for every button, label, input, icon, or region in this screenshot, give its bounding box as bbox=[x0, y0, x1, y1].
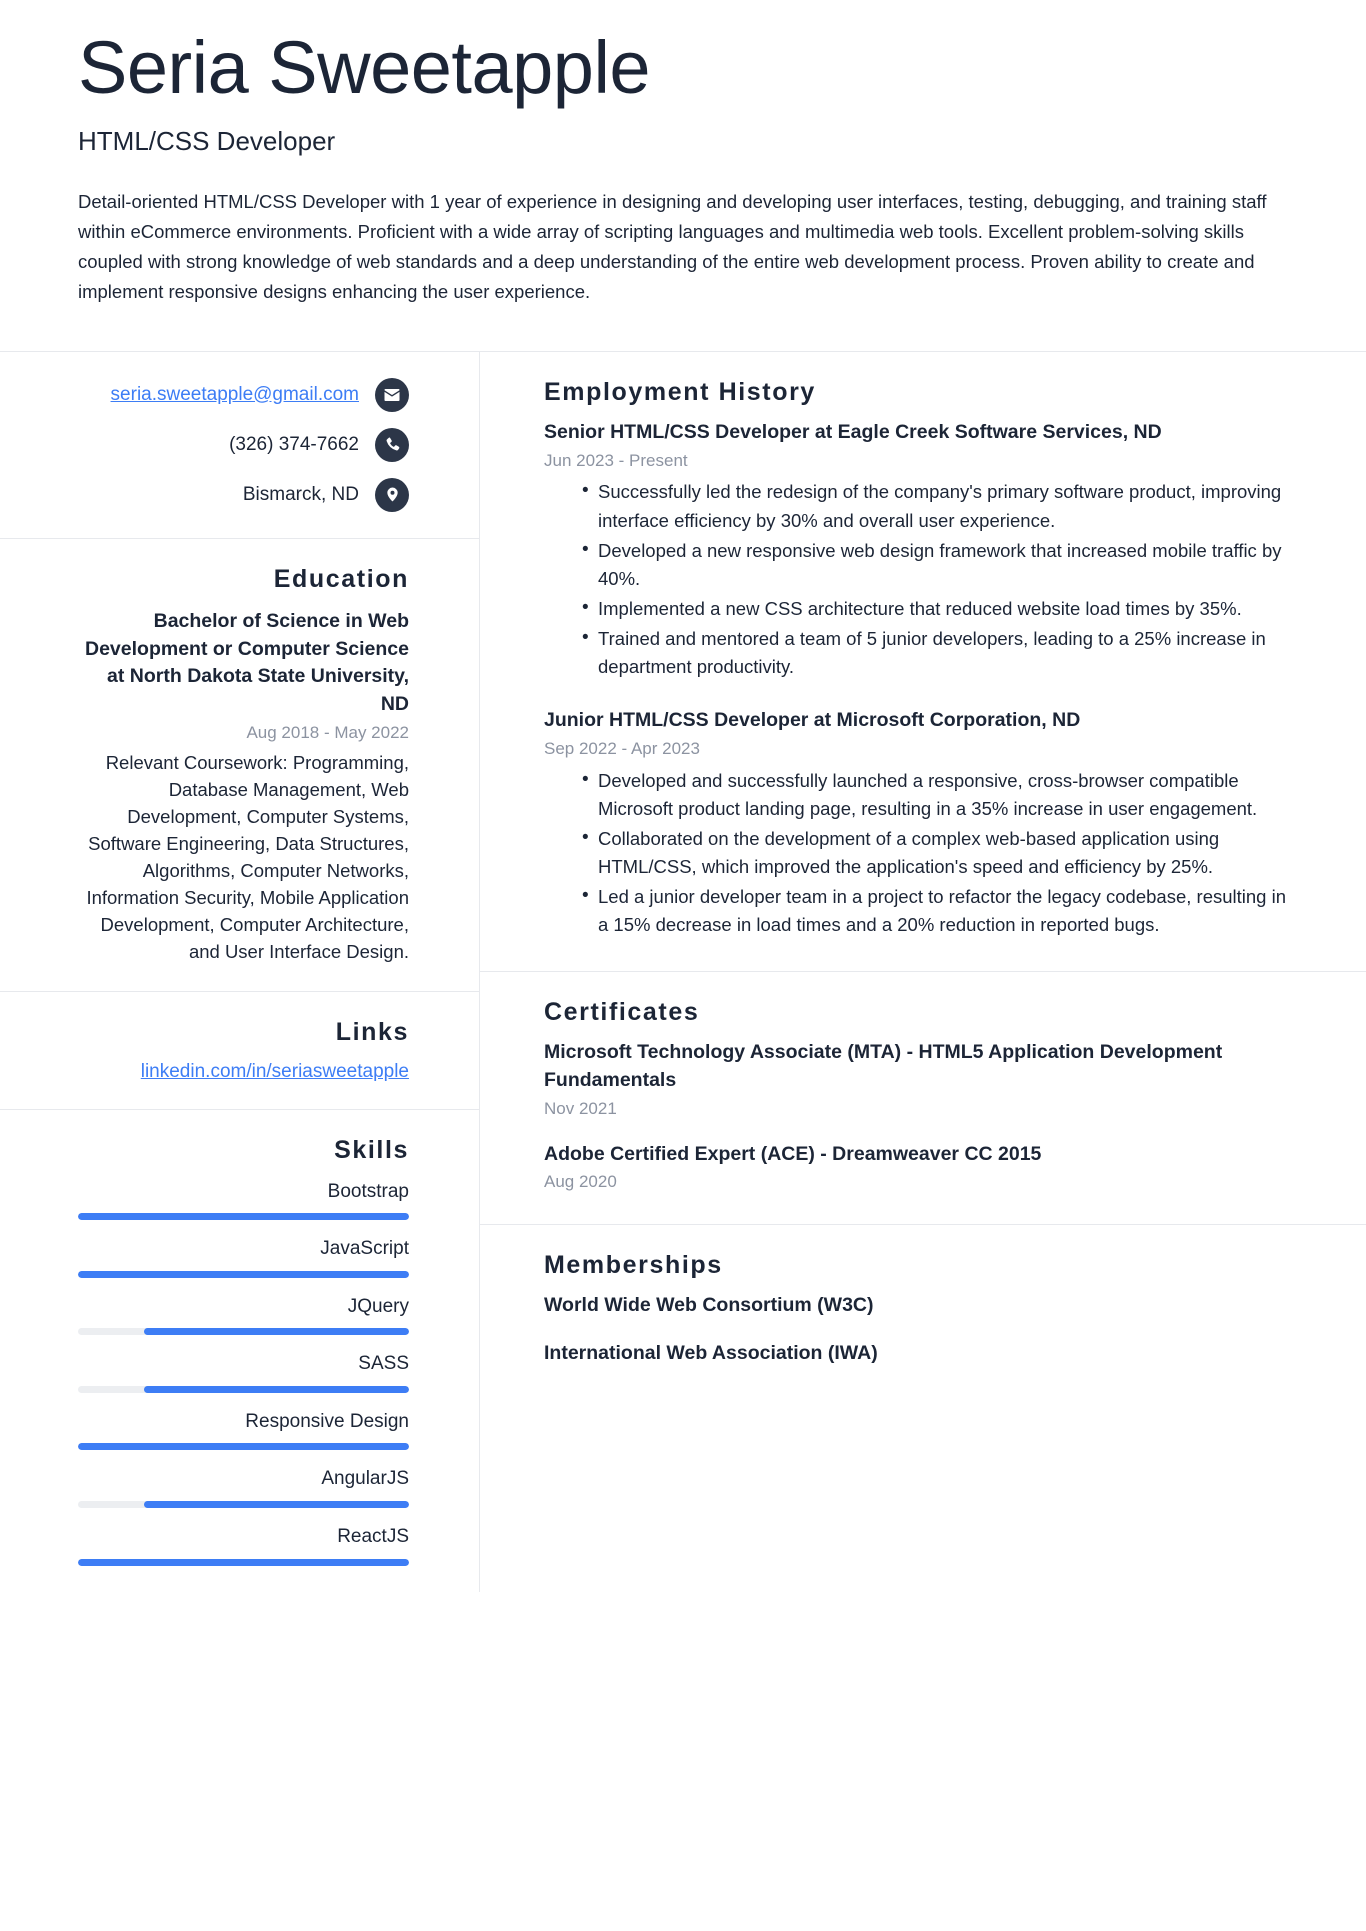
employment-date-range: Jun 2023 - Present bbox=[544, 450, 688, 470]
professional-summary: Detail-oriented HTML/CSS Developer with 1 year of experience in designing and developing user interfaces, testing, debugging, and training staff within eCommerce environments. Proficient with a wide array of scripting languages and multimedia web tools. Excellent problem-solving skills coupled with strong knowledge of web standards and a deep understanding of the entire web development process. Proven ability to create and implement responsive designs enhancing the user experience. bbox=[78, 191, 1267, 302]
skill-label: JavaScript bbox=[320, 1238, 409, 1260]
skill-label: Bootstrap bbox=[327, 1180, 409, 1202]
certificates-section bbox=[480, 972, 1366, 1225]
skill-level-fill bbox=[78, 1443, 409, 1450]
contact-row[interactable] bbox=[78, 378, 409, 412]
employment-bullet: • Collaborated on the development of a complex web-based application using HTML/CSS, which improved the application's speed and efficiency by 25%. bbox=[582, 825, 1294, 881]
skill-label: Responsive Design bbox=[245, 1410, 409, 1432]
resume-body bbox=[0, 351, 1366, 1592]
skill-item bbox=[78, 1351, 409, 1393]
certificate-title: Microsoft Technology Associate (MTA) - HTML5 Application Development Fundamentals bbox=[544, 1041, 1223, 1092]
education-date: Aug 2018 - May 2022 bbox=[246, 722, 409, 742]
skill-label: JQuery bbox=[347, 1295, 409, 1317]
certificate-title: Adobe Certified Expert (ACE) - Dreamweaver CC 2015 bbox=[544, 1142, 1042, 1165]
skill-level-bar bbox=[78, 1386, 409, 1393]
employment-history-title: Employment History bbox=[544, 377, 816, 406]
membership-entry bbox=[544, 1340, 1294, 1368]
skill-item bbox=[78, 1466, 409, 1508]
links-section bbox=[0, 992, 479, 1110]
links-section-title: Links bbox=[335, 1017, 409, 1046]
memberships-section bbox=[480, 1225, 1366, 1397]
job-title: HTML/CSS Developer bbox=[78, 125, 336, 156]
main-content bbox=[480, 352, 1366, 1592]
skill-label: ReactJS bbox=[337, 1526, 409, 1548]
skill-level-bar bbox=[78, 1328, 409, 1335]
skill-item bbox=[78, 1236, 409, 1278]
location-text: Bismarck, ND bbox=[242, 483, 359, 505]
employment-bullet: • Implemented a new CSS architecture that reduced website load times by 35%. bbox=[582, 595, 1294, 623]
education-description: Relevant Coursework: Programming, Database Management, Web Development, Computer Systems, Software Engineering, Data Structures, Algorithms, Computer Networks, Information Security, Mobile Application Development, Computer Architecture, and User Interface Design. bbox=[86, 751, 409, 962]
skill-level-fill bbox=[78, 1559, 409, 1566]
phone-number: (326) 374-7662 bbox=[229, 433, 359, 455]
employment-entry bbox=[544, 707, 1294, 939]
education-section-title: Education bbox=[273, 564, 409, 593]
employment-history-section bbox=[480, 352, 1366, 972]
employment-bullet-list bbox=[544, 767, 1294, 940]
certificate-date: Aug 2020 bbox=[544, 1172, 617, 1192]
employment-entry bbox=[544, 419, 1294, 681]
education-entry bbox=[78, 608, 409, 965]
resume-header bbox=[0, 0, 1366, 329]
page-title: Seria Sweetapple bbox=[78, 26, 651, 109]
contact-row bbox=[78, 478, 409, 512]
skill-level-fill bbox=[144, 1501, 409, 1508]
phone-icon bbox=[375, 428, 409, 462]
skill-level-bar bbox=[78, 1213, 409, 1220]
envelope-icon bbox=[375, 378, 409, 412]
certificate-date: Nov 2021 bbox=[544, 1098, 617, 1118]
employment-bullet: • Developed a new responsive web design framework that increased mobile traffic by 40%. bbox=[582, 537, 1294, 593]
email-link[interactable]: seria.sweetapple@gmail.com bbox=[110, 383, 359, 405]
location-pin-icon bbox=[375, 478, 409, 512]
membership-title: International Web Association (IWA) bbox=[544, 1341, 878, 1364]
skill-level-fill bbox=[78, 1271, 409, 1278]
skill-item bbox=[78, 1179, 409, 1221]
skill-item bbox=[78, 1524, 409, 1566]
employment-bullet: • Successfully led the redesign of the company's primary software product, improving interface efficiency by 30% and overall user experience. bbox=[582, 478, 1294, 534]
employment-bullet-list bbox=[544, 478, 1294, 681]
skill-label: AngularJS bbox=[321, 1468, 409, 1490]
skill-level-fill bbox=[144, 1386, 409, 1393]
certificates-title: Certificates bbox=[544, 998, 700, 1027]
skill-level-fill bbox=[144, 1328, 409, 1335]
employment-bullet: • Trained and mentored a team of 5 junior developers, leading to a 25% increase in department productivity. bbox=[582, 625, 1294, 681]
contact-details-section bbox=[0, 352, 479, 539]
education-degree: Bachelor of Science in Web Development or Computer Science at North Dakota State University, ND bbox=[85, 609, 409, 716]
education-section bbox=[0, 539, 479, 992]
certificate-entry bbox=[544, 1141, 1294, 1194]
contact-row bbox=[78, 428, 409, 462]
sidebar bbox=[0, 352, 480, 1592]
membership-title: World Wide Web Consortium (W3C) bbox=[544, 1294, 874, 1317]
memberships-title: Memberships bbox=[544, 1251, 723, 1280]
skill-level-fill bbox=[78, 1213, 409, 1220]
skill-label: SASS bbox=[358, 1353, 409, 1375]
skill-level-bar bbox=[78, 1501, 409, 1508]
employment-job-title: Junior HTML/CSS Developer at Microsoft Corporation, ND bbox=[544, 709, 1081, 732]
skill-level-bar bbox=[78, 1443, 409, 1450]
employment-bullet: • Developed and successfully launched a responsive, cross-browser compatible Microsoft product landing page, resulting in a 35% increase in user engagement. bbox=[582, 767, 1294, 823]
membership-entry bbox=[544, 1292, 1294, 1320]
link-item[interactable]: linkedin.com/in/seriasweetapple bbox=[140, 1060, 409, 1082]
employment-date-range: Sep 2022 - Apr 2023 bbox=[544, 738, 700, 758]
skill-item bbox=[78, 1409, 409, 1451]
employment-job-title: Senior HTML/CSS Developer at Eagle Creek Software Services, ND bbox=[544, 420, 1162, 443]
skill-level-bar bbox=[78, 1559, 409, 1566]
skill-level-bar bbox=[78, 1271, 409, 1278]
skill-item bbox=[78, 1294, 409, 1336]
skills-section-title: Skills bbox=[334, 1135, 409, 1164]
certificate-entry bbox=[544, 1039, 1294, 1120]
employment-bullet: • Led a junior developer team in a project to refactor the legacy codebase, resulting in a 15% decrease in load times and a 20% reduction in reported bugs. bbox=[582, 883, 1294, 939]
skills-section bbox=[0, 1110, 479, 1592]
